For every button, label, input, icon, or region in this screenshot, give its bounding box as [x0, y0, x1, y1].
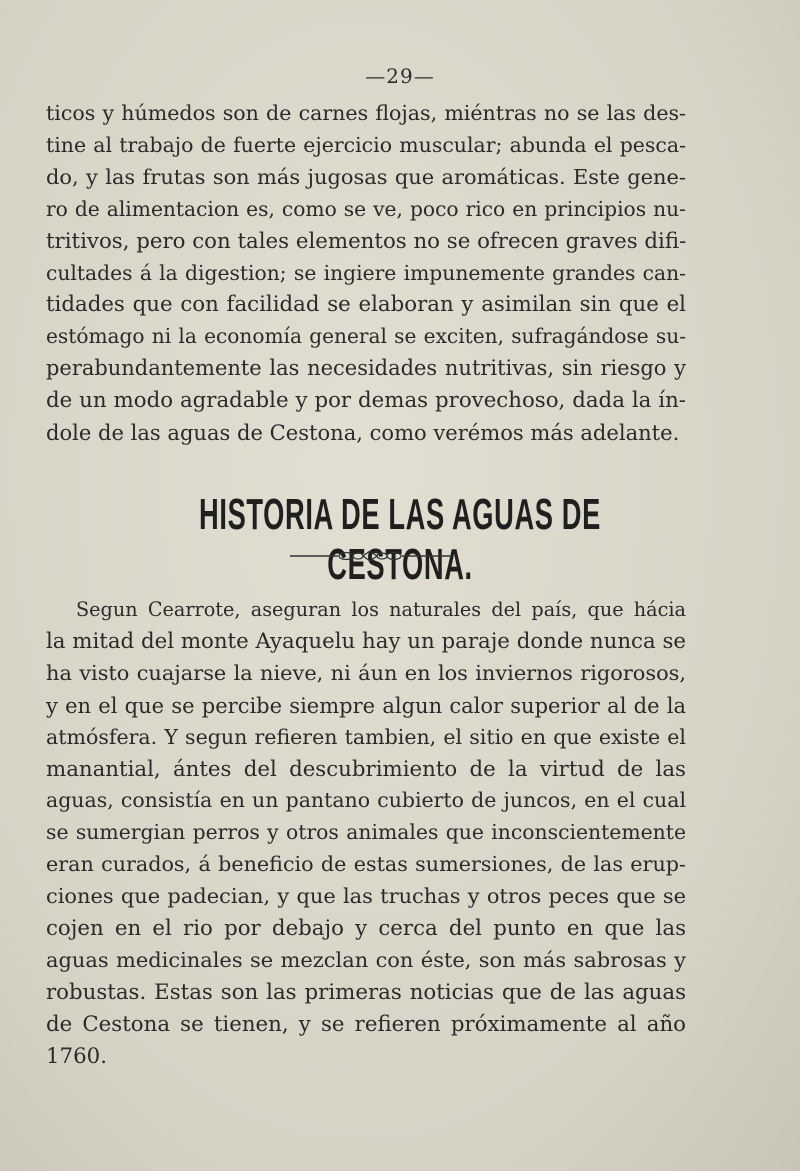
page-number: —29—	[365, 64, 435, 88]
text-line: atmósfera. Y segun refieren tambien, el sitio en que existe el	[46, 724, 686, 749]
text-line: la mitad del monte Ayaquelu hay un paraje donde nunca se	[46, 628, 686, 654]
text-line: cojen en el rio por debajo y cerca del punto en que las	[46, 916, 686, 942]
text-line: manantial, ántes del descubrimiento de la virtud de las	[46, 756, 686, 782]
text-line: eran curados, á beneficio de estas sumersiones, de las erup-	[46, 852, 686, 877]
text-line: ticos y húmedos son de carnes flojas, miéntras no se las des-	[46, 101, 686, 125]
text-line: 1760.	[46, 1043, 107, 1069]
text-line: tritivos, pero con tales elementos no se ofrecen graves difi-	[46, 228, 687, 254]
paragraph-intro	[46, 98, 686, 449]
ornament-divider	[290, 548, 450, 564]
section-heading: HISTORIA DE LAS AGUAS DE CESTONA.	[199, 490, 601, 589]
text-line: y en el que se percibe siempre algun calor superior al de la	[46, 692, 686, 718]
text-line: ciones que padecian, y que las truchas y otros peces que se	[46, 884, 686, 909]
text-line: dole de las aguas de Cestona, como verémos más adelante.	[46, 420, 680, 446]
text-line: se sumergian perros y otros animales que inconscientemente	[46, 820, 686, 845]
text-line: tidades que con facilidad se elaboran y asimilan sin que el	[46, 292, 686, 318]
text-line: cultades á la digestion; se ingiere impunemente grandes can-	[46, 260, 686, 285]
text-line: robustas. Estas son las primeras noticias que de las aguas	[46, 979, 686, 1005]
text-line: estómago ni la economía general se exciten, sufragándose su-	[46, 324, 686, 349]
text-line: Segun Cearrote, aseguran los naturales del país, que hácia	[76, 598, 686, 621]
text-line: ha visto cuajarse la nieve, ni áun en los inviernos rigorosos,	[46, 660, 686, 685]
text-line: perabundantemente las necesidades nutritivas, sin riesgo y	[46, 356, 686, 381]
text-line: aguas medicinales se mezclan con éste, son más sabrosas y	[46, 947, 686, 972]
text-line: de Cestona se tienen, y se refieren próximamente al año	[46, 1011, 686, 1037]
text-line: do, y las frutas son más jugosas que aromáticas. Este gene-	[46, 164, 686, 189]
text-line: de un modo agradable y por demas provechoso, dada la ín-	[46, 388, 686, 414]
text-line: aguas, consistía en un pantano cubierto de juncos, en el cual	[46, 788, 686, 813]
text-line: tine al trabajo de fuerte ejercicio muscular; abunda el pesca-	[46, 132, 686, 157]
text-line: ro de alimentacion es, como se ve, poco rico en principios nu-	[46, 196, 686, 221]
paragraph-history	[46, 594, 686, 1073]
